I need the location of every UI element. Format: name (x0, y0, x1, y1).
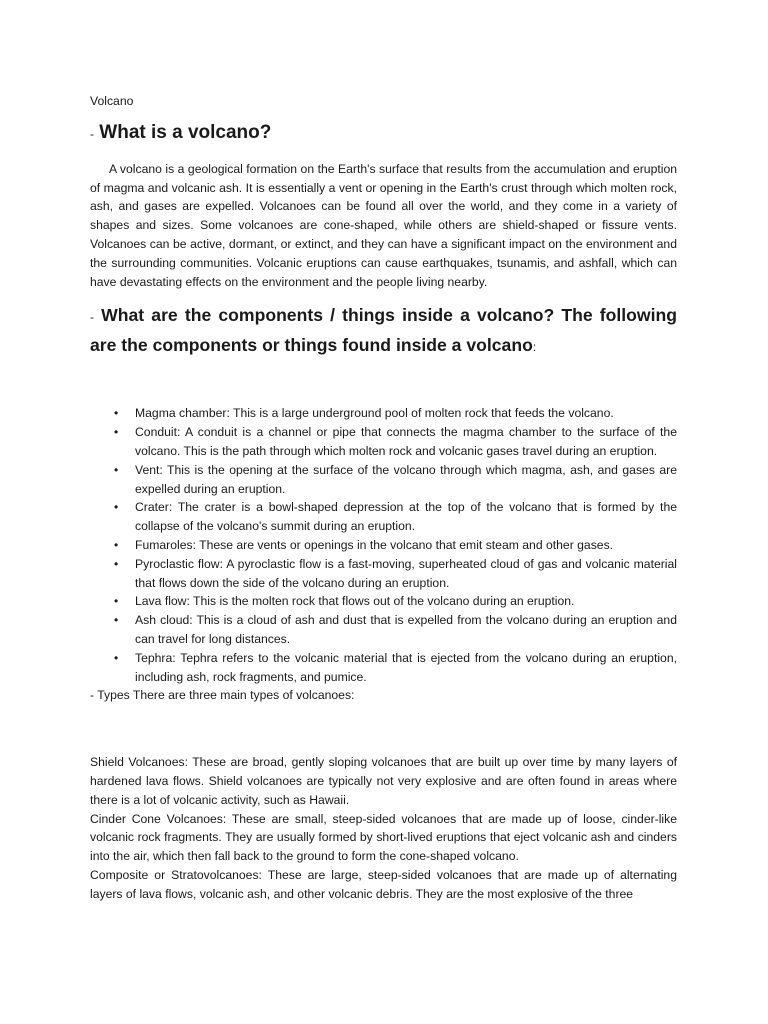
shield-volcanoes-paragraph: Shield Volcanoes: These are broad, gently sloping volcanoes that are built up over time by many layers of hardened lava flows. Shield volcanoes are typically not very explosive and are often found in areas where there is a lot of volcanic activity, such as Hawaii. (90, 755, 677, 807)
list-item (90, 423, 677, 461)
bullet-icon: • (114, 537, 119, 552)
list-item-text: Pyroclastic flow: A pyroclastic flow is a fast-moving, superheated cloud of gas and volcanic material that flows down the side of the volcano during an eruption. (135, 556, 677, 590)
list-item-text: Ash cloud: This is a cloud of ash and dust that is expelled from the volcano during an eruption and can travel for long distances. (135, 613, 677, 646)
heading-what-is-volcano (90, 120, 677, 147)
list-item-text: Lava flow: This is the molten rock that flows out of the volcano during an eruption. (135, 594, 575, 609)
bullet-icon: • (114, 462, 119, 477)
bullet-icon: • (114, 650, 119, 665)
heading-dash: - (90, 310, 94, 325)
volcano-definition-paragraph: A volcano is a geological formation on the Earth's surface that results from the accumulation and eruption of magma and volcanic ash. It is essentially a vent or opening in the Earth's crust through which molten rock, ash, and gases are expelled. Volcanoes can be found all over the world, and they come in a variety of shapes and sizes. Some volcanoes are cone-shaped, while others are shield-shaped or fissure vents. Volcanoes can be active, dormant, or extinct, and they can have a significant impact on the environment and the surrounding communities. Volcanic eruptions can cause earthquakes, tsunamis, and ashfall, which can have devastating effects on the environment and the people living nearby. (90, 161, 677, 289)
heading-text: What is a volcano? (99, 121, 272, 143)
heading-dash: - (90, 126, 94, 141)
bullet-icon: • (114, 594, 119, 609)
components-list (90, 404, 677, 686)
list-item (90, 461, 677, 499)
list-item (90, 404, 677, 423)
bullet-icon: • (114, 406, 119, 421)
list-item-text: Conduit: A conduit is a channel or pipe that connects the magma chamber to the surface of the volcano. This is the path through which molten rock and volcanic gases travel during an eruption. (135, 425, 677, 458)
cinder-cone-volcanoes-paragraph: Cinder Cone Volcanoes: These are small, steep-sided volcanoes that are made up of loose, cinder-like volcanic rock fragments. They are usually formed by short-lived eruptions that eject volcanic ash and cinders into the air, which then fall back to the ground to form the cone-shaped volcano. (90, 811, 677, 864)
types-intro: - Types There are three main types of volcanoes: (90, 688, 355, 703)
bullet-icon: • (114, 613, 119, 628)
list-item (90, 611, 677, 649)
list-item (90, 592, 677, 611)
list-item (90, 649, 677, 687)
heading-text: What are the components / things inside a volcano? The following are the components or things found inside a volcano (90, 305, 677, 356)
bullet-icon: • (114, 556, 119, 571)
list-item-text: Vent: This is the opening at the surface of the volcano through which magma, ash, and gases are expelled during an eruption. (135, 462, 677, 496)
list-item-text: Fumaroles: These are vents or openings in the volcano that emit steam and other gases. (135, 537, 614, 552)
document-title: Volcano (90, 94, 134, 108)
list-item-text: Magma chamber: This is a large underground pool of molten rock that feeds the volcano. (135, 406, 614, 421)
list-item (90, 498, 677, 536)
list-item (90, 536, 677, 555)
bullet-icon: • (114, 500, 119, 515)
bullet-icon: • (114, 425, 119, 440)
list-item-text: Tephra: Tephra refers to the volcanic material that is ejected from the volcano during an eruption, including ash, rock fragments, and pumice. (135, 650, 677, 684)
list-item-text: Crater: The crater is a bowl-shaped depression at the top of the volcano that is formed by the collapse of the volcano's summit during an eruption. (135, 500, 677, 534)
list-item (90, 555, 677, 593)
document-page (90, 92, 677, 904)
heading-components (90, 301, 677, 361)
composite-volcanoes-paragraph: Composite or Stratovolcanoes: These are large, steep-sided volcanoes that are made up of alternating layers of lava flows, volcanic ash, and other volcanic debris. They are the most explosive of the three (90, 867, 677, 901)
heading-colon: : (532, 340, 537, 355)
